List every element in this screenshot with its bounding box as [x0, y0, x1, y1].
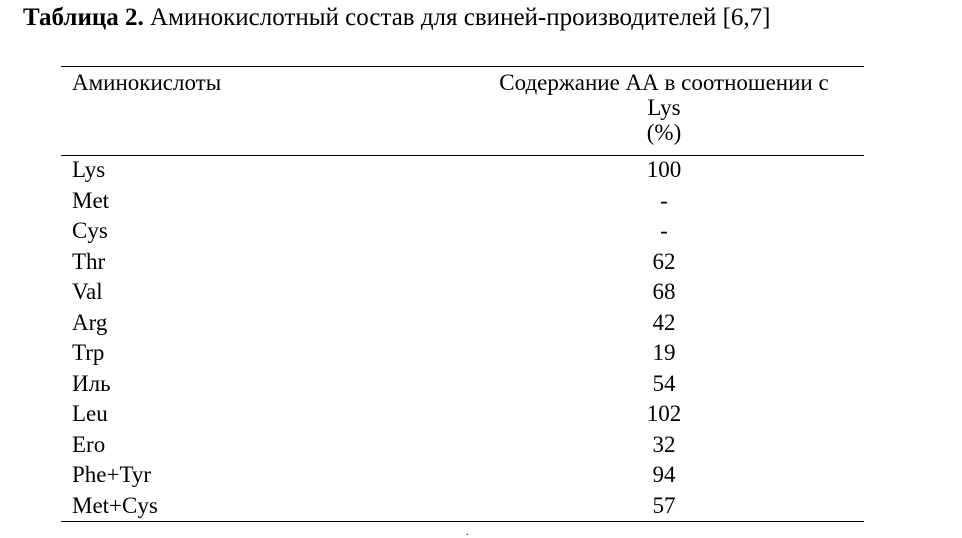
table-row [61, 338, 864, 369]
table-row [61, 216, 864, 247]
amino-acid-name: Met [72, 187, 110, 213]
table-top-rule [61, 66, 864, 67]
amino-acid-value: 100 [646, 157, 682, 182]
header-content-ratio-line: Содержание АА в соотношении с [499, 70, 829, 95]
table-caption-label: Таблица 2. [23, 4, 144, 31]
amino-acid-name: Thr [72, 248, 106, 274]
table-row [61, 399, 864, 430]
amino-acid-value: 32 [652, 431, 676, 457]
table-row [61, 186, 864, 217]
amino-acid-value: 68 [652, 279, 676, 304]
header-content-ratio [462, 70, 866, 145]
table-row [61, 430, 864, 461]
header-content-ratio-line: (%) [646, 120, 682, 145]
table-row [61, 277, 864, 308]
amino-acid-value: 57 [652, 492, 676, 518]
amino-acid-name: Val [72, 279, 103, 304]
header-amino-acids: Аминокислоты [72, 70, 222, 95]
table-row [61, 247, 864, 278]
amino-acid-name: Met+Cys [72, 492, 158, 518]
amino-acid-value: 102 [646, 401, 682, 426]
table-row [61, 491, 864, 522]
amino-acid-name: Phe+Tyr [72, 462, 152, 487]
table-bottom-rule [61, 521, 864, 522]
amino-acid-value: 94 [652, 462, 676, 487]
amino-acid-name: Cys [72, 218, 108, 243]
amino-acid-value: - [660, 187, 668, 213]
table-row [61, 155, 864, 186]
amino-acid-value: 62 [652, 248, 676, 274]
amino-acid-value: - [660, 218, 668, 243]
table-caption [23, 3, 771, 33]
table-caption-text: Аминокислотный состав для свиней-производителей [6,7] [143, 4, 771, 31]
amino-acid-name: Arg [72, 309, 108, 335]
header-content-ratio-line: Lys [647, 95, 681, 120]
amino-acid-name: Lys [72, 157, 106, 182]
table-row [61, 460, 864, 491]
page-mark: . [466, 527, 469, 538]
amino-acid-name: Иль [72, 370, 111, 396]
amino-acid-name: Trp [72, 340, 105, 365]
amino-acid-name: Ero [72, 431, 106, 457]
amino-acid-value: 54 [652, 370, 676, 396]
amino-acid-value: 42 [652, 309, 676, 335]
amino-acid-name: Leu [72, 401, 108, 426]
amino-acid-value: 19 [652, 340, 676, 365]
table-row [61, 369, 864, 400]
table-row [61, 308, 864, 339]
table-body [61, 155, 864, 521]
